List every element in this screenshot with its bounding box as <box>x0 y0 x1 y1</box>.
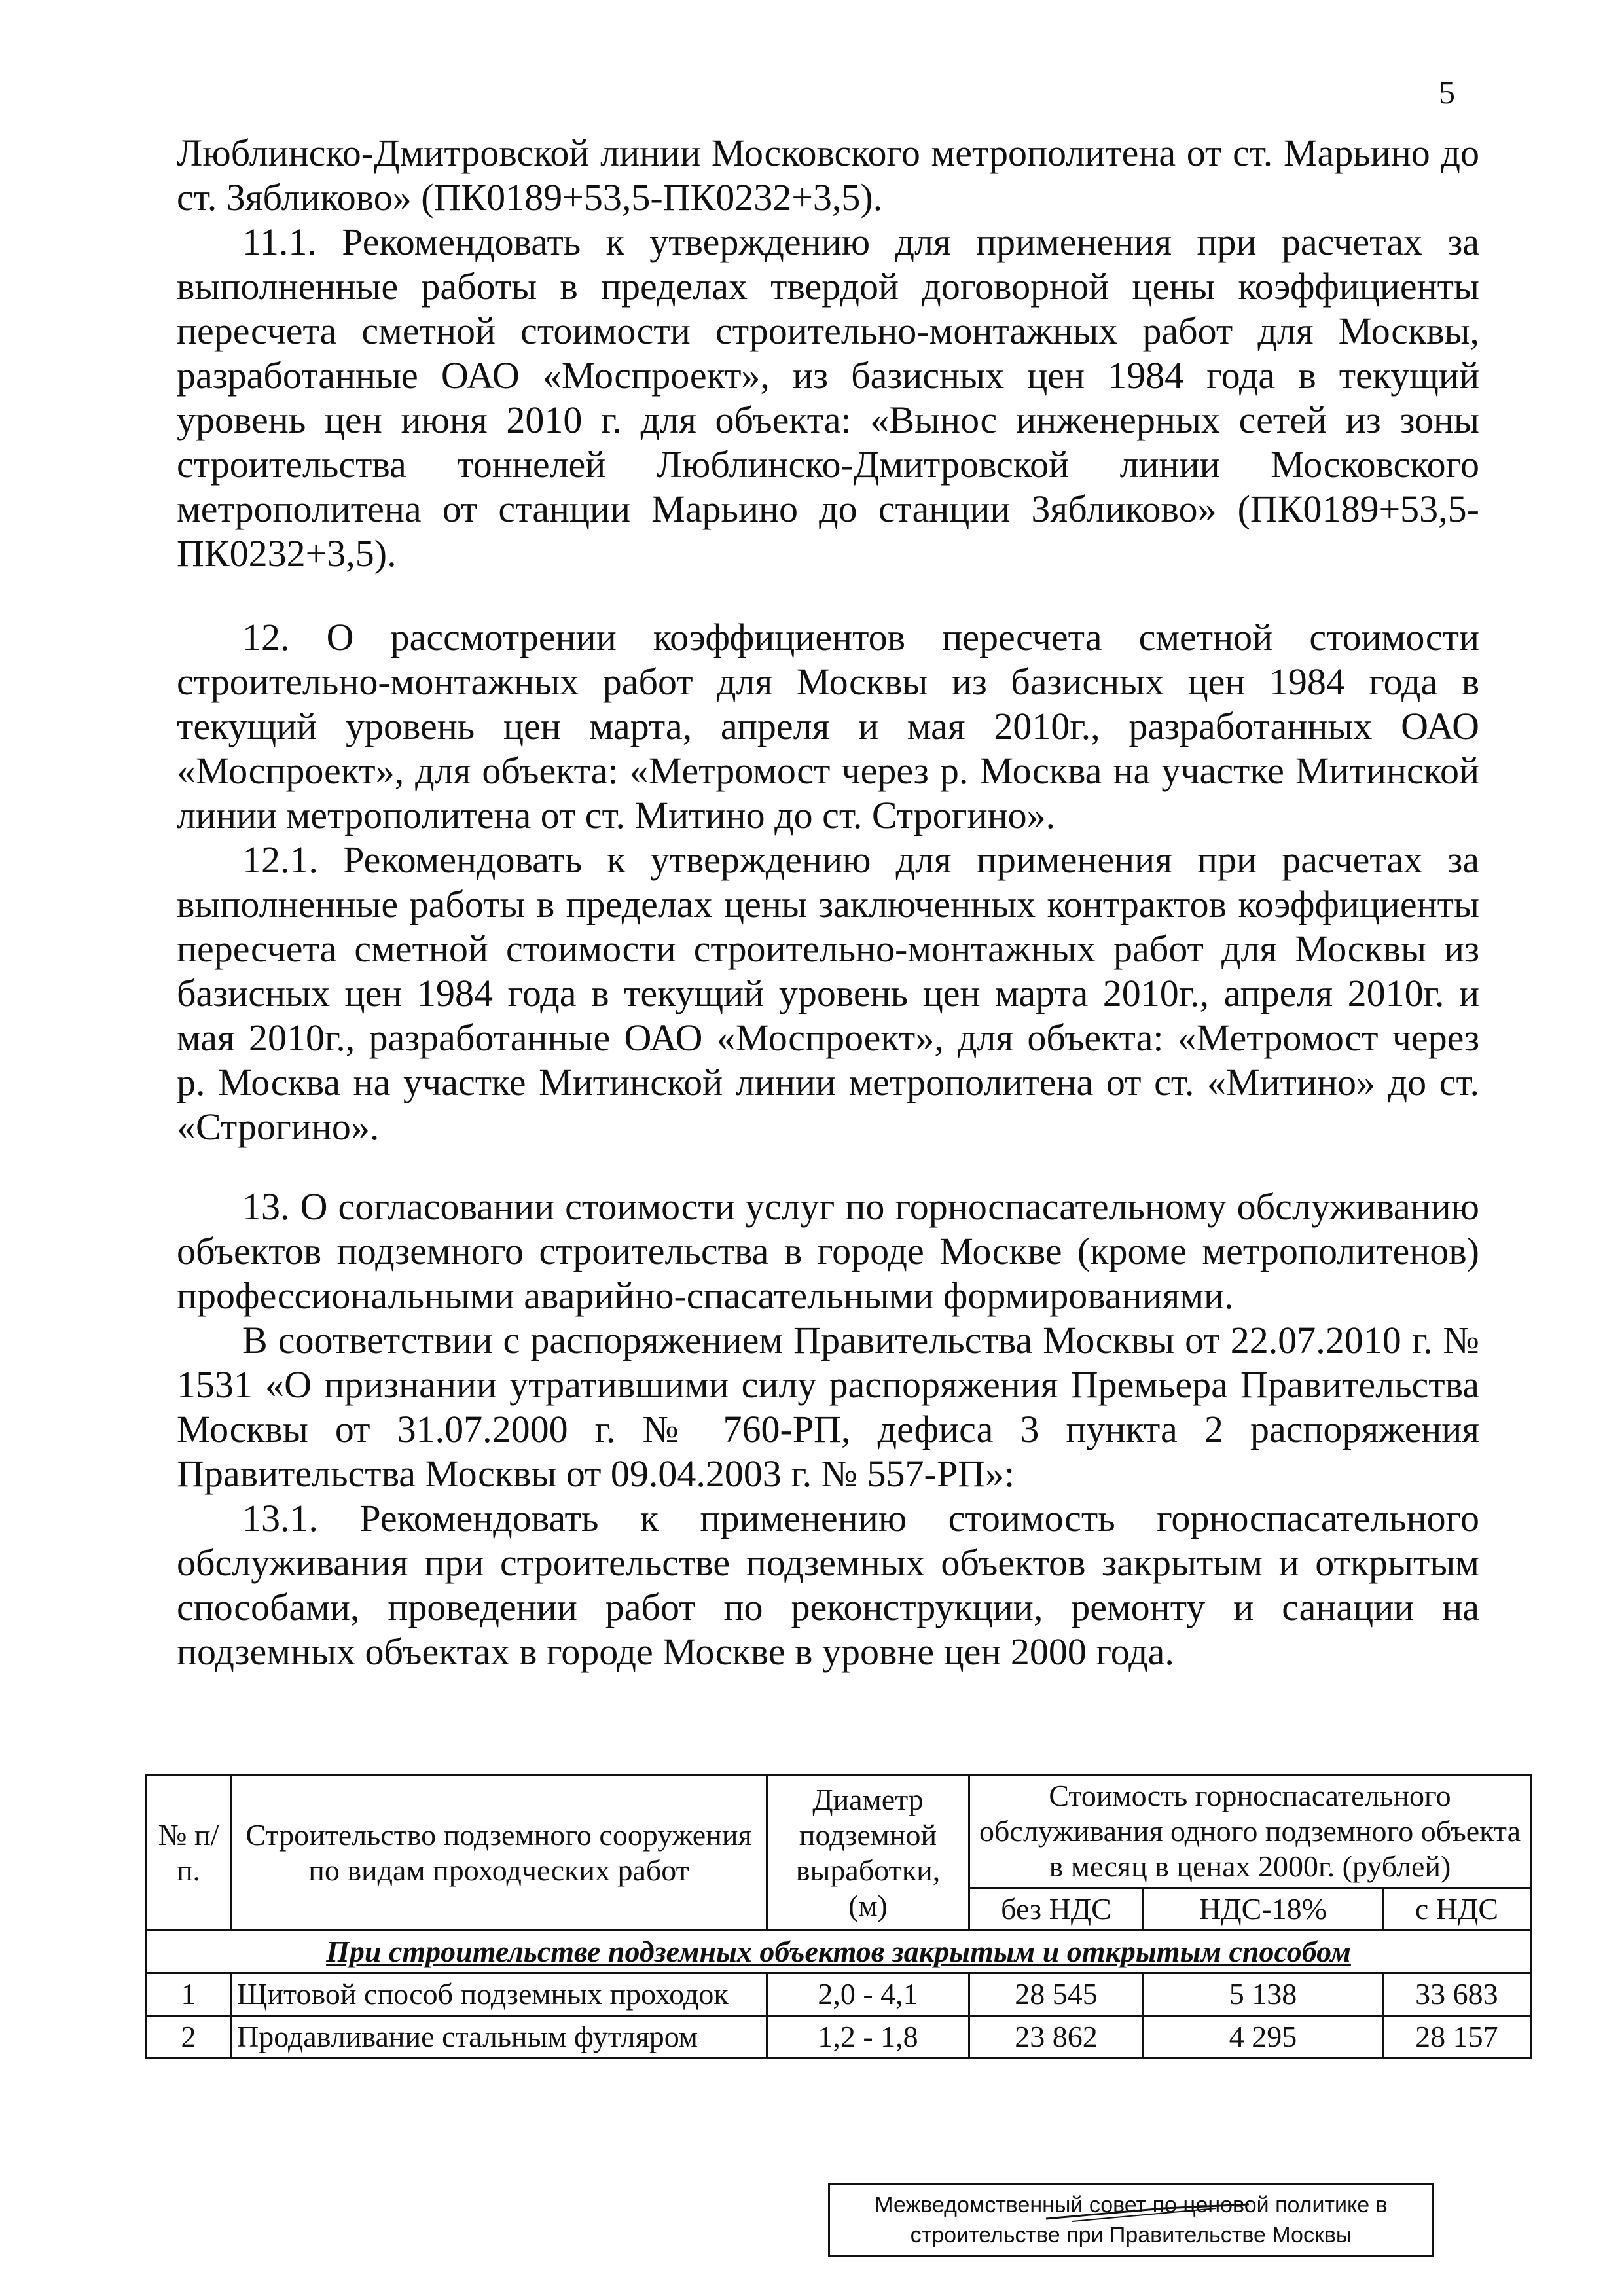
cell-with-vat: 28 157 <box>1382 2016 1530 2058</box>
cell-vat: 4 295 <box>1144 2016 1383 2058</box>
paragraph-13: 13. О согласовании стоимости услуг по горноспасательному обслуживанию объектов подземного строительства в городе Москве (кроме метрополитенов) профессиональными аварийно-спасательными формированиями. <box>177 1185 1479 1317</box>
table-row <box>147 1973 1531 2016</box>
paragraph-12: 12. О рассмотрении коэффициентов пересчета сметной стоимости строительно-монтажных работ для Москвы из базисных цен 1984 года в текущий уровень цен марта, апреля и мая 2010г., разработанных ОАО «Моспроект», для объекта: «Метромост через р. Москва на участке Митинской линии метрополитена от ст. Митино до ст. Строгино». <box>177 616 1479 836</box>
paragraph-block-3 <box>177 1185 1479 1674</box>
cell-num: 2 <box>147 2016 231 2058</box>
cell-no-vat: 28 545 <box>969 1973 1144 2016</box>
header-construction: Строительство подземного сооружения по видам проходческих работ <box>231 1775 767 1931</box>
stamp-line-1: Межведомственный совет по ценовой политике в <box>875 2193 1388 2217</box>
paragraph-continuation: Люблинско-Дмитровской линии Московского метрополитена от ст. Марьино до ст. Зябликово» (ПК0189+53,5-ПК0232+3,5). <box>177 132 1479 219</box>
header-vat: НДС-18% <box>1144 1888 1383 1931</box>
cell-name: Продавливание стальным футляром <box>231 2016 767 2058</box>
table-section-title: При строительстве подземных объектов закрытым и открытым способом <box>147 1931 1531 1973</box>
cell-vat: 5 138 <box>1144 1973 1383 2016</box>
paragraph-13-1: 13.1. Рекомендовать к применению стоимость горноспасательного обслуживания при строительстве подземных объектов закрытым и открытым способами, проведении работ по реконструкции, ремонту и санации на подземных объектах в городе Москве в уровне цен 2000 года. <box>177 1497 1479 1673</box>
cell-name: Щитовой способ подземных проходок <box>231 1973 767 2016</box>
paragraph-decree: В соответствии с распоряжением Правительства Москвы от 22.07.2010 г. № 1531 «О признании утратившими силу распоряжения Премьера Правительства Москвы от 31.07.2000 г. № 760-РП, дефиса 3 пункта 2 распоряжения Правительства Москвы от 09.04.2003 г. № 557-РП»: <box>177 1319 1479 1495</box>
cost-table <box>145 1774 1532 2059</box>
cell-with-vat: 33 683 <box>1382 1973 1530 2016</box>
paragraph-block-1 <box>177 131 1479 576</box>
cell-num: 1 <box>147 1973 231 2016</box>
signature-mark <box>1046 2203 1249 2223</box>
header-with-vat: с НДС <box>1382 1888 1530 1931</box>
council-stamp <box>828 2183 1434 2257</box>
stamp-line-2: строительстве при Правительстве Москвы <box>910 2223 1352 2248</box>
header-diameter: Диаметр подземной выработки, (м) <box>767 1775 969 1931</box>
paragraph-12-1: 12.1. Рекомендовать к утверждению для применения при расчетах за выполненные работы в пределах цены заключенных контрактов коэффициенты пересчета сметной стоимости строительно-монтажных работ для Москвы из базисных цен 1984 года в текущий уровень цен марта 2010г., апреля 2010г. и мая 2010г., разработанные ОАО «Моспроект», для объекта: «Метромост через р. Москва на участке Митинской линии метрополитена от ст. «Митино» до ст. «Строгино». <box>177 838 1479 1148</box>
cell-no-vat: 23 862 <box>969 2016 1144 2058</box>
paragraph-11-1: 11.1. Рекомендовать к утверждению для применения при расчетах за выполненные работы в пределах твердой договорной цены коэффициенты пересчета сметной стоимости строительно-монтажных работ для Москвы, разработанные ОАО «Моспроект», из базисных цен 1984 года в текущий уровень цен июня 2010 г. для объекта: «Вынос инженерных сетей из зоны строительства тоннелей Люблинско-Дмитровской линии Московского метрополитена от станции Марьино до станции Зябликово» (ПК0189+53,5-ПК0232+3,5). <box>177 221 1479 575</box>
table-row <box>147 2016 1531 2058</box>
header-cost: Стоимость горноспасательного обслуживания одного подземного объекта в месяц в ценах 2000г. (рублей) <box>969 1775 1531 1888</box>
cell-diameter: 2,0 - 4,1 <box>767 1973 969 2016</box>
header-no-vat: без НДС <box>969 1888 1144 1931</box>
page-number: 5 <box>1439 74 1455 111</box>
header-num: № п/п. <box>147 1775 231 1931</box>
paragraph-block-2 <box>177 615 1479 1149</box>
cell-diameter: 1,2 - 1,8 <box>767 2016 969 2058</box>
